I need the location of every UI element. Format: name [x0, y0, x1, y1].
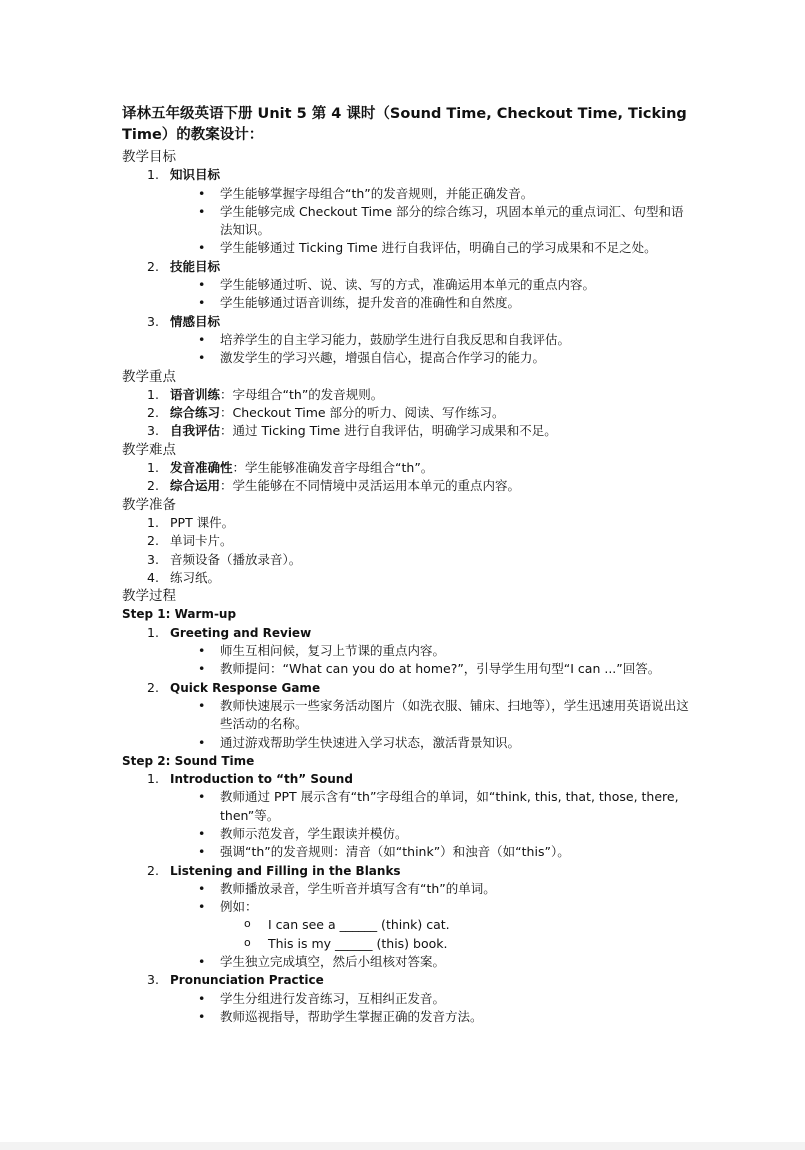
bullet-item: • 师生互相问候，复习上节课的重点内容。: [122, 642, 692, 660]
bullet-item: • 教师示范发音，学生跟读并模仿。: [122, 825, 692, 843]
keypoint-item: [122, 386, 692, 404]
item-number: 3.: [147, 551, 159, 567]
activity-item: [122, 679, 692, 697]
preparation-item: [122, 514, 692, 532]
item-label: 情感目标: [170, 313, 221, 329]
bullet-item: • 教师通过 PPT 展示含有“th”字母组合的单词，如“think, this, that, those, there, then”等。: [122, 788, 692, 825]
keypoint-item: [122, 404, 692, 422]
bullet-item: • 学生独立完成填空，然后小组核对答案。: [122, 953, 692, 971]
example-item: o I can see a ______ (think) cat.: [122, 916, 692, 934]
bullet-item: • 学生能够通过 Ticking Time 进行自我评估，明确自己的学习成果和不足之处。: [122, 239, 692, 257]
bullet-item: • 培养学生的自主学习能力，鼓励学生进行自我反思和自我评估。: [122, 331, 692, 349]
bullet-item: • 通过游戏帮助学生快速进入学习状态，激活背景知识。: [122, 734, 692, 752]
item-label: 知识目标: [170, 167, 221, 183]
item-number: 1.: [147, 167, 159, 183]
item-number: 2.: [147, 862, 159, 878]
bullet-item: • 教师巡视指导，帮助学生掌握正确的发音方法。: [122, 1008, 692, 1026]
section-process-heading: 教学过程: [122, 588, 176, 605]
section-keypoints-heading: 教学重点: [122, 368, 176, 385]
activity-item: [122, 770, 692, 788]
bullet-item: • 激发学生的学习兴趣，增强自信心，提高合作学习的能力。: [122, 349, 692, 367]
bullet-item: • 学生分组进行发音练习，互相纠正发音。: [122, 990, 692, 1008]
item-number: 1.: [147, 771, 159, 787]
item-label: 综合练习: [170, 405, 221, 421]
keypoint-item: [122, 422, 692, 440]
item-number: 2.: [147, 679, 159, 695]
item-number: 3.: [147, 972, 159, 988]
objectives-list: [122, 166, 692, 367]
item-number: 1.: [147, 386, 159, 402]
item-label: Quick Response Game: [170, 680, 321, 695]
activity-item: [122, 971, 692, 989]
item-number: 4.: [147, 569, 159, 585]
item-text: ：通过 Ticking Time 进行自我评估，明确学习成果和不足。: [220, 423, 557, 439]
section-difficulties-heading: 教学难点: [122, 441, 176, 458]
item-number: 1.: [147, 624, 159, 640]
bullet-item: • 教师提问：“What can you do at home?”，引导学生用句型“I can ...”回答。: [122, 660, 692, 678]
bullet-item: • 学生能够掌握字母组合“th”的发音规则，并能正确发音。: [122, 185, 692, 203]
preparation-item: [122, 551, 692, 569]
item-text: 单词卡片。: [170, 533, 233, 549]
item-number: 2.: [147, 405, 159, 421]
item-number: 3.: [147, 313, 159, 329]
difficulties-list: [122, 459, 692, 496]
item-label: Pronunciation Practice: [170, 973, 324, 988]
bullet-item: • 教师播放录音，学生听音并填写含有“th”的单词。: [122, 880, 692, 898]
item-number: 1.: [147, 460, 159, 476]
item-label: Introduction to “th” Sound: [170, 772, 353, 787]
item-text: ：Checkout Time 部分的听力、阅读、写作练习。: [220, 405, 505, 421]
objective-item: [122, 258, 692, 276]
item-label: 技能目标: [170, 258, 221, 274]
keypoints-list: [122, 386, 692, 441]
objective-item: [122, 313, 692, 331]
preparation-list: [122, 514, 692, 587]
item-number: 2.: [147, 478, 159, 494]
item-text: ：学生能够在不同情境中灵活运用本单元的重点内容。: [220, 478, 521, 494]
item-label: Greeting and Review: [170, 625, 312, 640]
preparation-item: [122, 532, 692, 550]
item-number: 1.: [147, 514, 159, 530]
item-text: ：字母组合“th”的发音规则。: [220, 386, 384, 402]
item-text: 练习纸。: [170, 569, 221, 585]
bullet-item: • 强调“th”的发音规则：清音（如“think”）和浊音（如“this”）。: [122, 843, 692, 861]
preparation-item: [122, 569, 692, 587]
activity-item: [122, 862, 692, 880]
document-title: 译林五年级英语下册 Unit 5 第 4 课时（Sound Time, Checkout Time, Ticking Time）的教案设计：: [122, 106, 687, 143]
section-objectives-heading: 教学目标: [122, 149, 176, 165]
item-label: 语音训练: [170, 386, 221, 402]
bullet-item: • 例如：: [122, 898, 692, 916]
bullet-item: • 学生能够完成 Checkout Time 部分的综合练习，巩固本单元的重点词汇、句型和语法知识。: [122, 203, 692, 240]
section-preparation-heading: 教学准备: [122, 496, 176, 513]
item-text: PPT 课件。: [170, 514, 235, 530]
step-2-heading: Step 2: Sound Time: [122, 753, 255, 768]
item-text: 音频设备（播放录音）。: [170, 551, 302, 567]
activity-item: [122, 624, 692, 642]
bullet-item: • 教师快速展示一些家务活动图片（如洗衣服、铺床、扫地等），学生迅速用英语说出这些活动的名称。: [122, 697, 692, 734]
item-number: 3.: [147, 423, 159, 439]
objective-item: [122, 166, 692, 184]
step-2-list: [122, 770, 692, 1026]
lesson-plan: [122, 104, 692, 1026]
item-label: 自我评估: [170, 423, 221, 439]
item-text: ：学生能够准确发音字母组合“th”。: [232, 460, 434, 476]
difficulty-item: [122, 477, 692, 495]
item-label: Listening and Filling in the Blanks: [170, 863, 401, 878]
bullet-item: • 学生能够通过语音训练，提升发音的准确性和自然度。: [122, 294, 692, 312]
item-label: 发音准确性: [170, 460, 233, 476]
item-label: 综合运用: [170, 478, 221, 494]
difficulty-item: [122, 459, 692, 477]
step-1-list: [122, 624, 692, 752]
bullet-item: • 学生能够通过听、说、读、写的方式，准确运用本单元的重点内容。: [122, 276, 692, 294]
step-1-heading: Step 1: Warm-up: [122, 607, 237, 622]
item-number: 2.: [147, 258, 159, 274]
example-item: o This is my ______ (this) book.: [122, 935, 692, 953]
item-number: 2.: [147, 533, 159, 549]
